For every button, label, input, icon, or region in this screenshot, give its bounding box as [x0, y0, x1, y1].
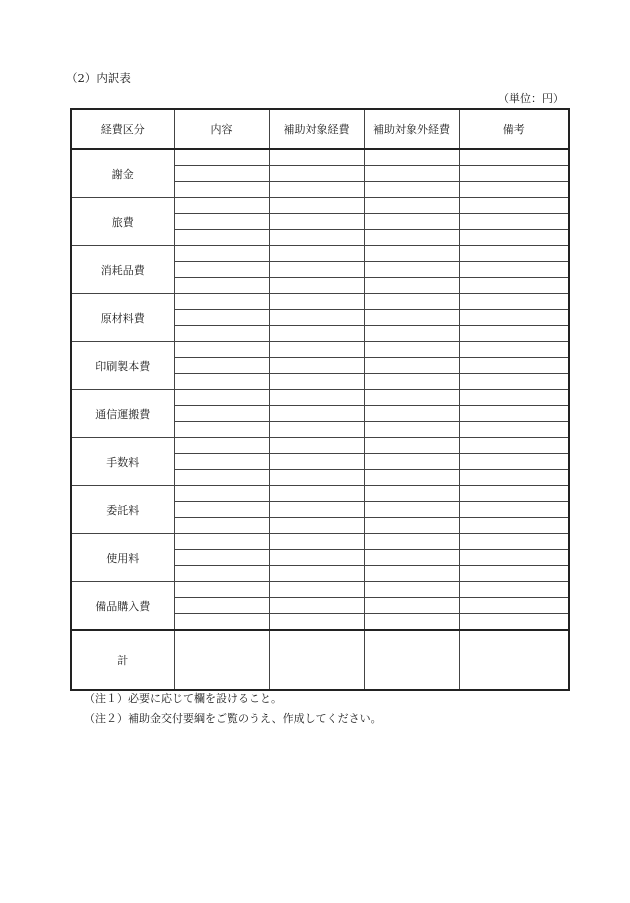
entry-cell[interactable] — [174, 262, 269, 278]
entry-cell[interactable] — [364, 326, 459, 342]
entry-cell[interactable] — [364, 342, 459, 358]
entry-cell[interactable] — [459, 182, 569, 198]
entry-cell[interactable] — [459, 598, 569, 614]
entry-cell[interactable] — [459, 262, 569, 278]
entry-cell[interactable] — [364, 182, 459, 198]
entry-cell[interactable] — [459, 149, 569, 166]
entry-cell[interactable] — [269, 390, 364, 406]
entry-cell[interactable] — [269, 454, 364, 470]
entry-cell[interactable] — [364, 198, 459, 214]
entry-cell[interactable] — [174, 358, 269, 374]
entry-cell[interactable] — [459, 358, 569, 374]
entry-cell[interactable] — [269, 406, 364, 422]
entry-cell[interactable] — [174, 598, 269, 614]
entry-cell[interactable] — [269, 182, 364, 198]
table-row — [71, 534, 569, 550]
category-label: 原材料費 — [71, 294, 174, 342]
entry-cell[interactable] — [174, 310, 269, 326]
entry-cell[interactable] — [459, 294, 569, 310]
category-label: 使用料 — [71, 534, 174, 582]
entry-cell[interactable] — [459, 246, 569, 262]
table-row — [71, 486, 569, 502]
entry-cell[interactable] — [459, 390, 569, 406]
header-eligible-cost: 補助対象経費 — [269, 109, 364, 149]
entry-cell[interactable] — [269, 166, 364, 182]
entry-cell[interactable] — [174, 278, 269, 294]
entry-cell[interactable] — [364, 166, 459, 182]
entry-cell[interactable] — [364, 486, 459, 502]
entry-cell[interactable] — [364, 214, 459, 230]
entry-cell[interactable] — [269, 502, 364, 518]
entry-cell[interactable] — [174, 582, 269, 598]
entry-cell[interactable] — [459, 230, 569, 246]
entry-cell[interactable] — [364, 406, 459, 422]
table-row — [71, 390, 569, 406]
entry-cell[interactable] — [174, 534, 269, 550]
table-row — [71, 198, 569, 214]
entry-cell[interactable] — [364, 582, 459, 598]
table-header — [71, 109, 569, 149]
category-label: 印刷製本費 — [71, 342, 174, 390]
entry-cell[interactable] — [269, 374, 364, 390]
entry-cell[interactable] — [459, 502, 569, 518]
entry-cell[interactable] — [269, 342, 364, 358]
note-2: （注２）補助金交付要綱をご覧のうえ、作成してください。 — [84, 712, 382, 725]
entry-cell[interactable] — [364, 454, 459, 470]
table-row — [71, 246, 569, 262]
entry-cell[interactable] — [269, 149, 364, 166]
table-row — [71, 438, 569, 454]
entry-cell[interactable] — [174, 438, 269, 454]
entry-cell[interactable] — [364, 598, 459, 614]
entry-cell[interactable] — [174, 326, 269, 342]
entry-cell[interactable] — [364, 358, 459, 374]
total-cell[interactable] — [269, 630, 364, 690]
entry-cell[interactable] — [269, 598, 364, 614]
entry-cell[interactable] — [364, 518, 459, 534]
entry-cell[interactable] — [269, 422, 364, 438]
entry-cell[interactable] — [364, 614, 459, 631]
entry-cell[interactable] — [459, 198, 569, 214]
entry-cell[interactable] — [269, 550, 364, 566]
breakdown-table — [70, 108, 570, 691]
header-content: 内容 — [174, 109, 269, 149]
entry-cell[interactable] — [364, 278, 459, 294]
total-row — [71, 630, 569, 690]
total-cell[interactable] — [174, 630, 269, 690]
entry-cell[interactable] — [459, 550, 569, 566]
entry-cell[interactable] — [459, 518, 569, 534]
note-1: （注１）必要に応じて欄を設けること。 — [84, 692, 282, 705]
entry-cell[interactable] — [364, 374, 459, 390]
entry-cell[interactable] — [174, 486, 269, 502]
total-label: 計 — [71, 630, 174, 690]
entry-cell[interactable] — [269, 230, 364, 246]
entry-cell[interactable] — [269, 278, 364, 294]
entry-cell[interactable] — [269, 582, 364, 598]
entry-cell[interactable] — [364, 502, 459, 518]
entry-cell[interactable] — [174, 518, 269, 534]
entry-cell[interactable] — [174, 149, 269, 166]
entry-cell[interactable] — [269, 470, 364, 486]
entry-cell[interactable] — [174, 166, 269, 182]
entry-cell[interactable] — [269, 566, 364, 582]
total-cell[interactable] — [459, 630, 569, 690]
entry-cell[interactable] — [174, 214, 269, 230]
entry-cell[interactable] — [364, 262, 459, 278]
entry-cell[interactable] — [364, 310, 459, 326]
header-remarks: 備考 — [459, 109, 569, 149]
entry-cell[interactable] — [269, 214, 364, 230]
entry-cell[interactable] — [459, 486, 569, 502]
entry-cell[interactable] — [459, 470, 569, 486]
entry-cell[interactable] — [364, 566, 459, 582]
entry-cell[interactable] — [269, 534, 364, 550]
entry-cell[interactable] — [364, 470, 459, 486]
entry-cell[interactable] — [269, 486, 364, 502]
category-label: 旅費 — [71, 198, 174, 246]
entry-cell[interactable] — [174, 422, 269, 438]
total-cell[interactable] — [364, 630, 459, 690]
unit-label: （単位：円） — [498, 92, 564, 105]
entry-cell[interactable] — [364, 149, 459, 166]
entry-cell[interactable] — [459, 342, 569, 358]
category-label: 謝金 — [71, 149, 174, 198]
entry-cell[interactable] — [174, 566, 269, 582]
entry-cell[interactable] — [459, 582, 569, 598]
entry-cell[interactable] — [459, 534, 569, 550]
entry-cell[interactable] — [269, 246, 364, 262]
entry-cell[interactable] — [269, 310, 364, 326]
entry-cell[interactable] — [459, 454, 569, 470]
category-label: 通信運搬費 — [71, 390, 174, 438]
header-ineligible-cost: 補助対象外経費 — [364, 109, 459, 149]
entry-cell[interactable] — [459, 422, 569, 438]
entry-cell[interactable] — [459, 614, 569, 631]
entry-cell[interactable] — [174, 550, 269, 566]
entry-cell[interactable] — [269, 198, 364, 214]
entry-cell[interactable] — [174, 390, 269, 406]
entry-cell[interactable] — [459, 406, 569, 422]
table-row — [71, 582, 569, 598]
entry-cell[interactable] — [364, 534, 459, 550]
entry-cell[interactable] — [364, 246, 459, 262]
entry-cell[interactable] — [174, 294, 269, 310]
table-row — [71, 342, 569, 358]
entry-cell[interactable] — [364, 390, 459, 406]
entry-cell[interactable] — [174, 246, 269, 262]
header-category: 経費区分 — [71, 109, 174, 149]
entry-cell[interactable] — [269, 358, 364, 374]
entry-cell[interactable] — [174, 502, 269, 518]
entry-cell[interactable] — [459, 310, 569, 326]
entry-cell[interactable] — [174, 182, 269, 198]
entry-cell[interactable] — [269, 614, 364, 631]
header-row — [71, 109, 569, 149]
category-label: 手数料 — [71, 438, 174, 486]
entry-cell[interactable] — [364, 550, 459, 566]
entry-cell[interactable] — [174, 342, 269, 358]
entry-cell[interactable] — [269, 438, 364, 454]
entry-cell[interactable] — [459, 326, 569, 342]
entry-cell[interactable] — [174, 470, 269, 486]
entry-cell[interactable] — [459, 438, 569, 454]
entry-cell[interactable] — [269, 262, 364, 278]
entry-cell[interactable] — [269, 294, 364, 310]
entry-cell[interactable] — [174, 454, 269, 470]
entry-cell[interactable] — [174, 230, 269, 246]
entry-cell[interactable] — [174, 406, 269, 422]
category-label: 委託料 — [71, 486, 174, 534]
table-row — [71, 294, 569, 310]
entry-cell[interactable] — [459, 214, 569, 230]
entry-cell[interactable] — [459, 374, 569, 390]
entry-cell[interactable] — [364, 230, 459, 246]
entry-cell[interactable] — [459, 166, 569, 182]
entry-cell[interactable] — [364, 294, 459, 310]
entry-cell[interactable] — [174, 614, 269, 631]
entry-cell[interactable] — [459, 566, 569, 582]
category-label: 消耗品費 — [71, 246, 174, 294]
entry-cell[interactable] — [364, 422, 459, 438]
entry-cell[interactable] — [269, 326, 364, 342]
section-title: （2）内訳表 — [66, 71, 131, 85]
table-row — [71, 149, 569, 166]
category-label: 備品購入費 — [71, 582, 174, 631]
entry-cell[interactable] — [459, 278, 569, 294]
entry-cell[interactable] — [364, 438, 459, 454]
entry-cell[interactable] — [174, 198, 269, 214]
table-body — [71, 149, 569, 690]
entry-cell[interactable] — [269, 518, 364, 534]
entry-cell[interactable] — [174, 374, 269, 390]
